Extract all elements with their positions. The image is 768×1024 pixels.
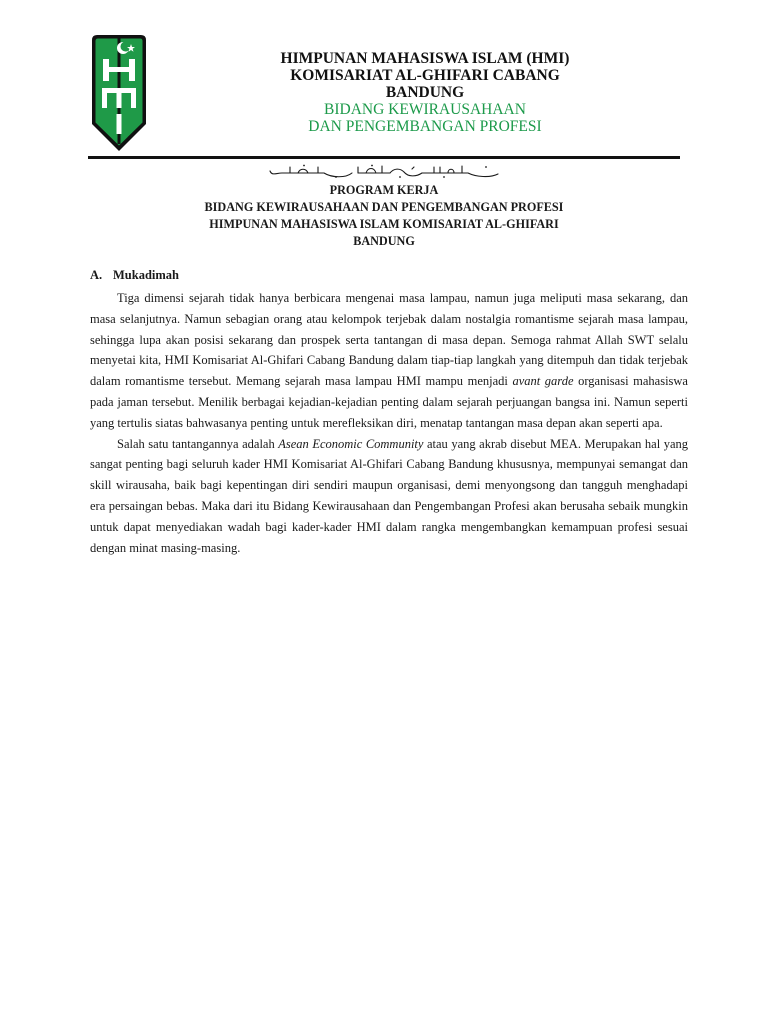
title-division: BIDANG KEWIRAUSAHAAN DAN PENGEMBANGAN PROFESI [204,200,564,214]
header-divider [88,156,680,159]
title-organization: HIMPUNAN MAHASISWA ISLAM KOMISARIAT AL-GHIFARI [209,217,559,231]
paragraph-1 [90,288,688,434]
hmi-shield-logo-icon [88,32,150,154]
basmala-calligraphy-icon [262,163,506,181]
title-program: PROGRAM KERJA [329,183,439,197]
org-name: HIMPUNAN MAHASISWA ISLAM (HMI) [280,50,570,67]
paragraph-1-text-b: organisasi mahasiswa pada jaman tersebut. Menilik berbagai kejadian-kejadian penting dalam sejarah perjuangan bangsa ini. Namun seperti yang tertulis siatas bahwasanya penting untuk merefleksikan diri, menatap tantangan masa depan akan seperti apa. [90,374,688,430]
section-heading [90,268,179,283]
org-city: BANDUNG [385,84,465,101]
section-body [90,288,688,558]
org-komisariat: KOMISARIAT AL-GHIFARI CABANG [290,67,560,84]
paragraph-2-text-a: Salah satu tantangannya adalah [117,436,279,451]
title-city: BANDUNG [353,234,415,248]
organization-header [160,50,690,135]
paragraph-1-text-a: Tiga dimensi sejarah tidak hanya berbicara mengenai masa lampau, namun juga meliputi masa sekarang, dan masa selanjutnya. Namun sebagian orang atau kelompok terjebak dalam nostalgia romantisme sejarah masa lampau, sehingga lupa akan posisi sekarang dan prospek serta tantangan di masa depan. Semoga rahmat Allah SWT selalu menyetai kita, HMI Komisariat Al-Ghifari Cabang Bandung dalam tiap-tiap langkah yang ditempuh dan tidak terjebak dalam romantisme tersebut. Memang sejarah masa lampau HMI mampu menjadi [90,291,688,389]
paragraph-1-emphasis: avant garde [512,374,574,389]
org-division-2: DAN PENGEMBANGAN PROFESI [308,118,542,135]
document-title [120,182,648,250]
section-number: A. [90,268,103,282]
paragraph-2 [90,434,688,559]
org-division: BIDANG KEWIRAUSAHAAN [324,101,526,118]
paragraph-2-text-b: atau yang akrab disebut MEA. Merupakan hal yang sangat penting bagi seluruh kader HMI Komisariat Al-Ghifari Cabang Bandung khususnya, mempunyai semangat dan skill wirausaha, baik bagi kepentingan diri sendiri maupun organisasi, demi menyongsong dan tangguh menghadapi era persaingan bebas. Maka dari itu Bidang Kewirausahaan dan Pengembangan Profesi akan berusaha sebaik mungkin untuk dapat menyediakan wadah bagi kader-kader HMI dalam rangka mengembangkan kemampuan profesi sesuai dengan minat masing-masing. [90,436,688,555]
section-title: Mukadimah [113,268,179,282]
paragraph-2-emphasis: Asean Economic Community [278,436,424,451]
